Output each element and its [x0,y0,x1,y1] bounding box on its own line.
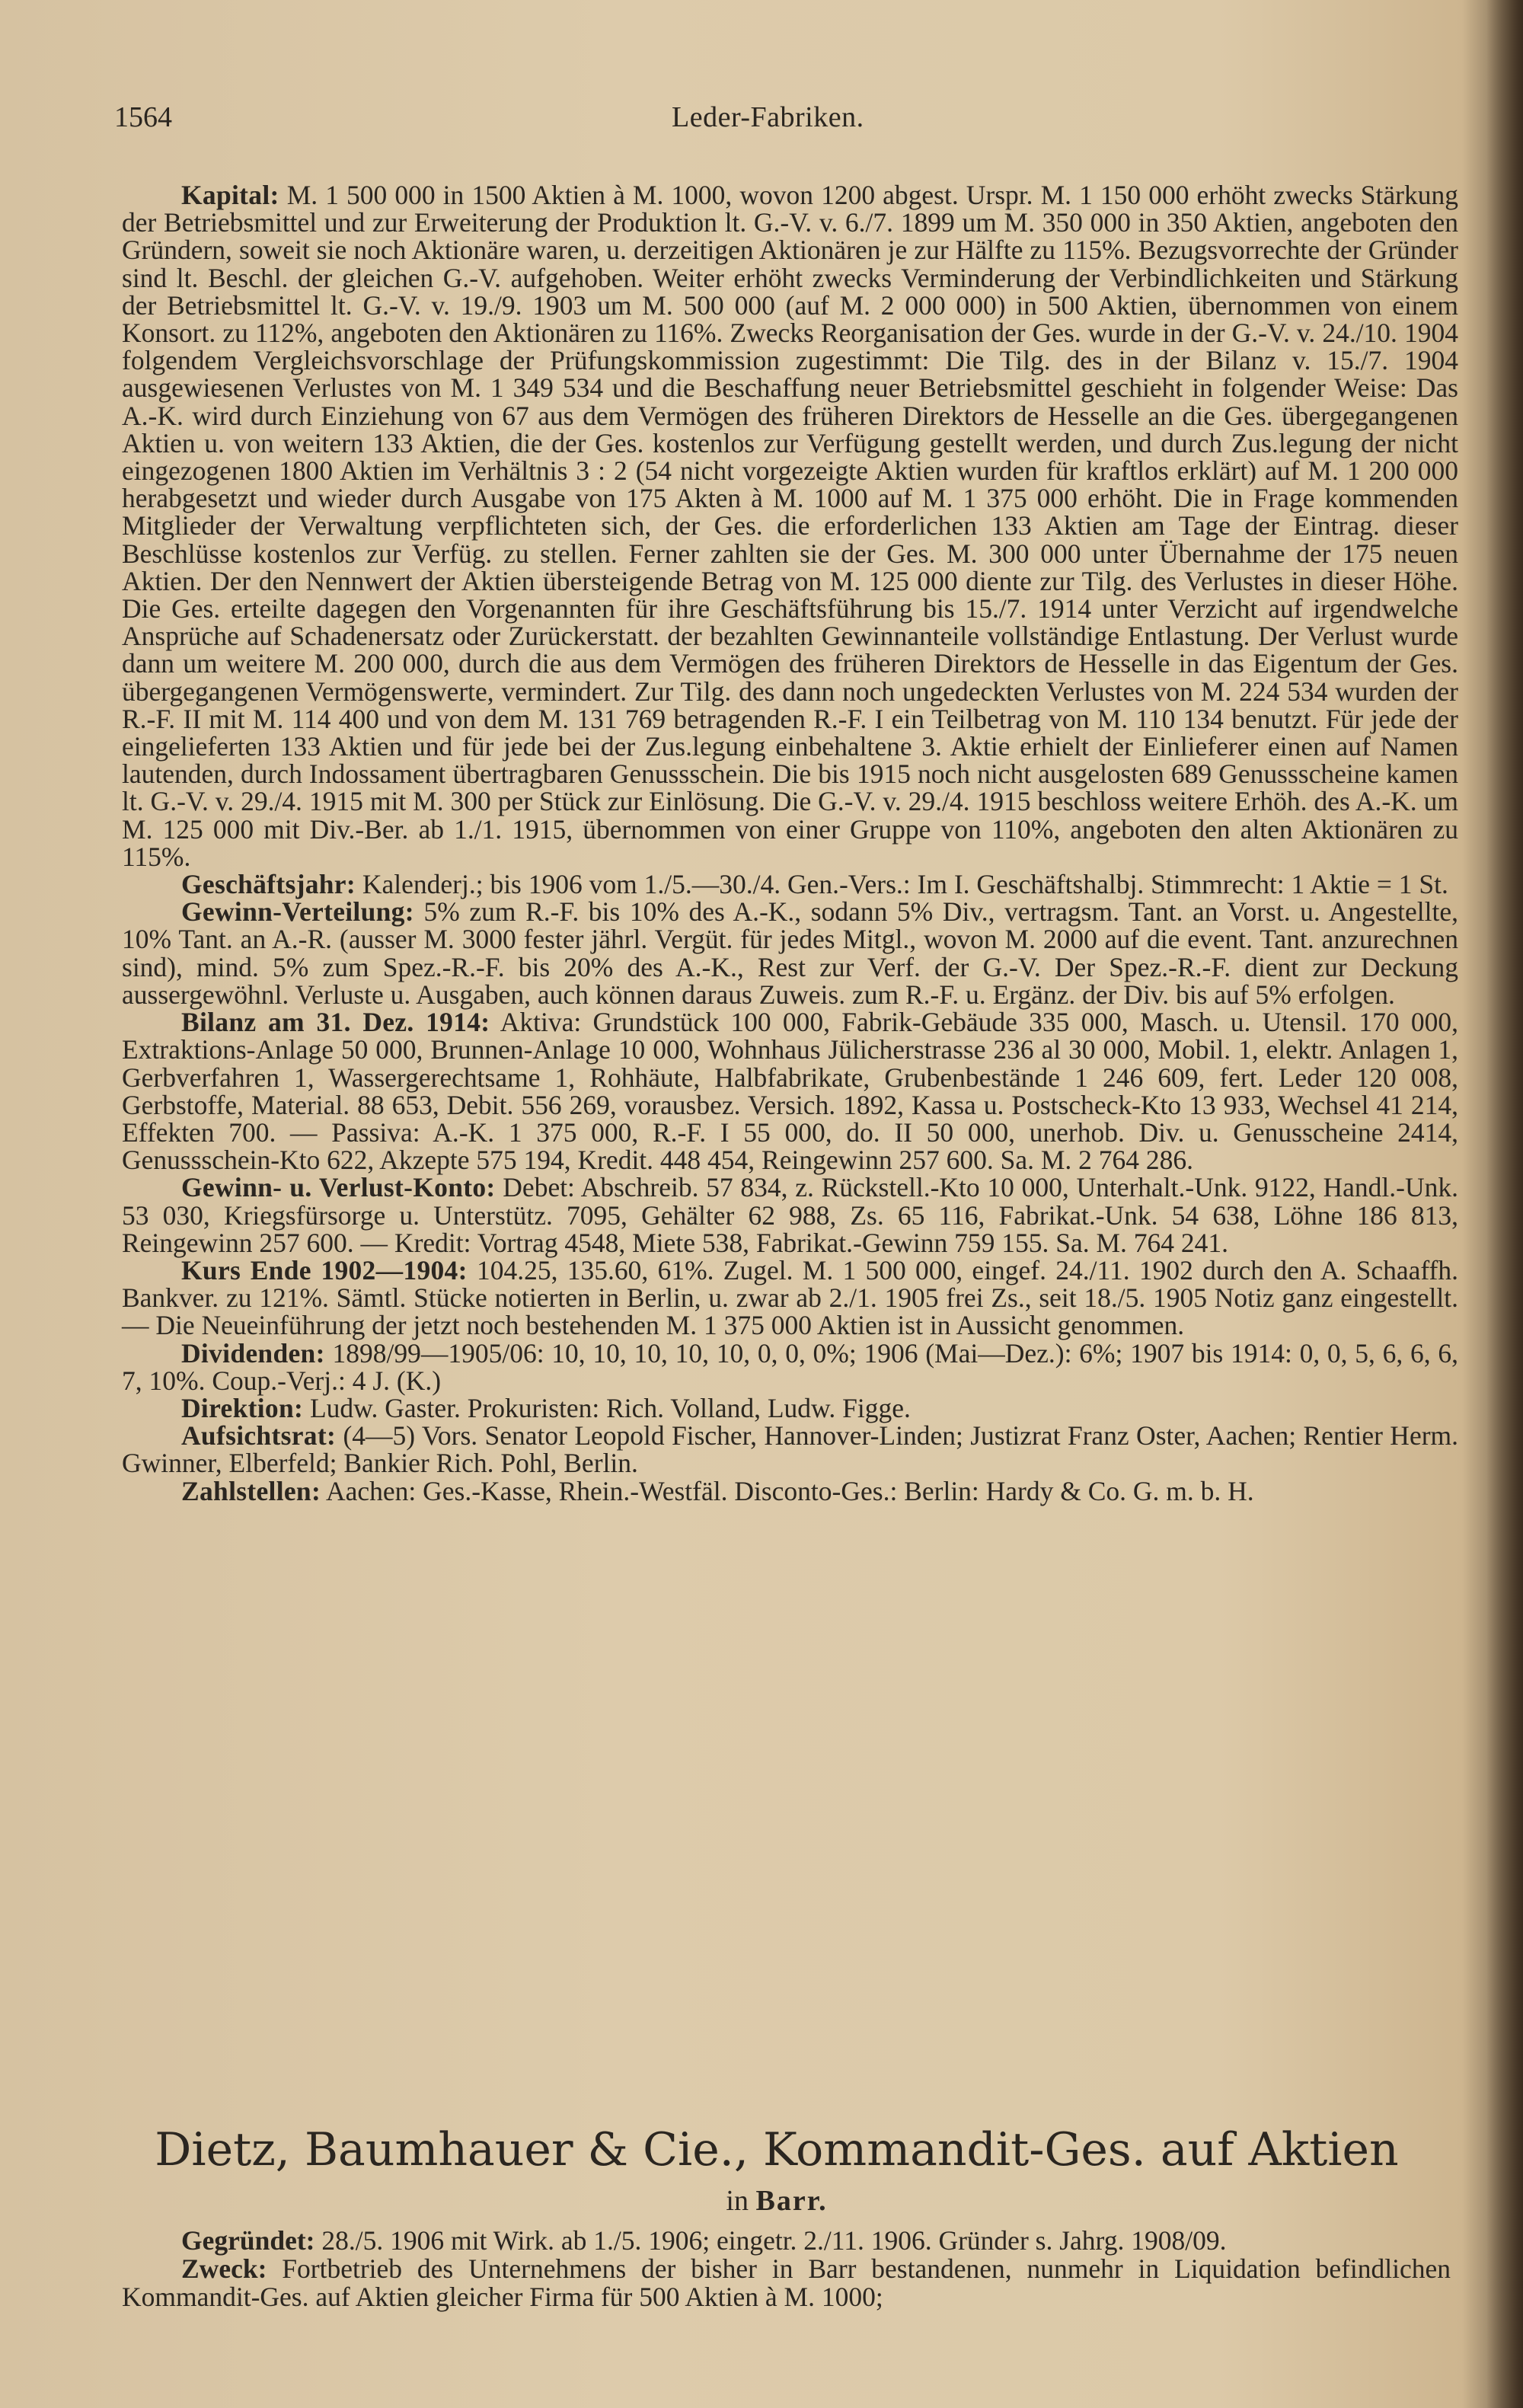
section-bilanz [122,1008,1458,1174]
section-heading: Bilanz am 31. Dez. 1914: [181,1007,490,1038]
section-heading: Kurs Ende 1902—1904: [181,1254,468,1285]
running-title: Leder-Fabriken. [672,101,864,133]
section-text: Aachen: Ges.-Kasse, Rhein.-Westfäl. Disconto-Ges.: Berlin: Hardy & Co. G. m. b. H. [326,1475,1254,1506]
section-kurs [122,1254,1459,1341]
section-heading: Dividenden: [181,1337,325,1368]
page-number: 1564 [114,101,172,133]
section-gewinn-verteilung [122,898,1458,1008]
section-heading: Gewinn- u. Verlust-Konto: [181,1172,496,1203]
section-gegruendet [122,2227,1451,2255]
section-gewinn-verlust [122,1174,1458,1257]
section-zweck [122,2255,1451,2311]
section-text: Kalenderj.; bis 1906 vom 1./5.—30./4. Gen.-Vers.: Im I. Geschäftshalbj. Stimmrecht: 1 Aktie = 1 St. [362,869,1448,900]
company-location [114,2184,1439,2218]
section-zahlstellen [122,1477,1458,1505]
section-heading: Zweck: [181,2253,267,2284]
section-heading: Kapital: [181,180,279,210]
location-prefix: in [726,2185,749,2217]
section-text: Aktiva: Grundstück 100 000, Fabrik-Gebäude 335 000, Masch. u. Utensil. 170 000, Extraktions-Anlage 50 000, Brunnen-Anlage 10 000, Wohnhaus Jülicherstrasse 236 al 30 000, Mobil. 1, elektr. Anlagen 1, Gerbverfahren 1, Wassergerechtsame 1, Rohhäute, Halbfabrikate, Grubenbestände 1 246 609, fert. Leder 120 008, Gerbstoffe, Material. 88 653, Debit. 556 269, vorausbez. Versich. 1892, Kassa u. Postscheck-Kto 13 933, Wechsel 41 214, Effekten 700. — Passiva: A.-K. 1 375 000, R.-F. I 55 000, do. II 50 000, unerhob. Div. u. Genusscheine 2414, Genussschein-Kto 622, Akzepte 575 194, Kredit. 448 454, Reingewinn 257 600. Sa. M. 2 764 286. [122,1007,1458,1176]
section-text: (4—5) Vors. Senator Leopold Fischer, Hannover-Linden; Justizrat Franz Oster, Aachen; Rentier Herm. Gwinner, Elberfeld; Bankier Rich. Pohl, Berlin. [122,1420,1459,1479]
section-dividenden [122,1337,1458,1396]
section-text: 28./5. 1906 mit Wirk. ab 1./5. 1906; eingetr. 2./11. 1906. Gründer s. Jahrg. 1908/09. [321,2225,1227,2256]
section-text: Ludw. Gaster. Prokuristen: Rich. Volland, Ludw. Figge. [310,1392,911,1423]
section-geschaeftsjahr [122,870,1458,898]
section-text: Fortbetrieb des Unternehmens der bisher in Barr bestandenen, nunmehr in Liquidation befindlichen Kommandit-Ges. auf Aktien gleicher Firma für 500 Aktien à M. 1000; [122,2253,1451,2312]
section-text: 5% zum R.-F. bis 10% des A.-K., sodann 5% Div., vertragsm. Tant. an Vorst. u. Angestellte, 10% Tant. an A.-R. (ausser M. 3000 fester jährl. Vergüt. für jedes Mitgl., wovon M. 2000 auf die event. Tant. anzurechnen sind), mind. 5% zum Spez.-R.-F. bis 20% des A.-K., Rest zur Verf. der G.-V. Der Spez.-R.-F. dient zur Deckung aussergewöhnl. Verluste u. Ausgaben, auch können daraus Zuweis. zum R.-F. u. Ergänz. der Div. bis auf 5% erfolgen. [122,896,1458,1010]
section-direktion [122,1394,1458,1422]
section-text: 1898/99—1905/06: 10, 10, 10, 10, 10, 0, 0, 0%; 1906 (Mai—Dez.): 6%; 1907 bis 1914: 0, 0, 5, 6, 6, 6, 7, 10%. Coup.-Verj.: 4 J. (K.) [122,1337,1458,1396]
section-heading: Gewinn-Verteilung: [181,896,414,928]
section-aufsichtsrat [122,1422,1458,1477]
section-kapital [122,181,1458,870]
company-title: Dietz, Baumhauer & Cie., Kommandit-Ges. auf Aktien [155,2123,1399,2176]
main-text [122,181,1458,1505]
section-text: M. 1 500 000 in 1500 Aktien à M. 1000, wovon 1200 abgest. Urspr. M. 1 150 000 erhöht zwecks Stärkung der Betriebsmittel und zur Erweiterung der Produktion lt. G.-V. v. 6./7. 1899 um M. 350 000 in 350 Aktien, angeboten den Gründern, soweit sie noch Aktionäre waren, u. derzeitigen Aktionären je zur Hälfte zu 115%. Bezugsvorrechte der Gründer sind lt. Beschl. der gleichen G.-V. aufgehoben. Weiter erhöht zwecks Verminderung der Verbindlichkeiten und Stärkung der Betriebsmittel lt. G.-V. v. 19./9. 1903 um M. 500 000 (auf M. 2 000 000) in 500 Aktien, übernommen von einem Konsort. zu 112%, angeboten den Aktionären zu 116%. Zwecks Reorganisation der Ges. wurde in der G.-V. v. 24./10. 1904 folgendem Vergleichsvorschlage der Prüfungskommission zugestimmt: Die Tilg. des in der Bilanz v. 15./7. 1904 ausgewiesenen Verlustes von M. 1 349 534 und die Beschaffung neuer Betriebsmittel geschieht in folgender Weise: Das A.-K. wird durch Einziehung von 67 aus dem Vermögen des früheren Direktors de Hesselle an die Ges. übergegangenen Aktien u. von weitern 133 Aktien, die der Ges. kostenlos zur Verfügung gestellt werden, und durch Zus.legung der nicht eingezogenen 1800 Aktien im Verhältnis 3 : 2 (54 nicht vorgezeigte Aktien wurden für kraftlos erklärt) auf M. 1 200 000 herabgesetzt und wieder durch Ausgabe von 175 Akten à M. 1000 auf M. 1 375 000 erhöht. Die in Frage kommenden Mitglieder der Verwaltung verpflichteten sich, der Ges. die erforderlichen 133 Aktien am Tage der Eintrag. dieser Beschlüsse kostenlos zur Verfüg. zu stellen. Ferner zahlten sie der Ges. M. 300 000 unter Übernahme der 175 neuen Aktien. Der den Nennwert der Aktien übersteigende Betrag von M. 125 000 diente zur Tilg. des Verlustes in dieser Höhe. Die Ges. erteilte dagegen den Vorgenannten für ihre Geschäftsführung bis 15./7. 1914 unter Verzicht auf irgendwelche Ansprüche auf Schadenersatz oder Zurückerstatt. der bezahlten Gewinnanteile vollständige Entlastung. Der Verlust wurde dann um weitere M. 200 000, durch die aus dem Vermögen des früheren Direktors de Hesselle in das Eigentum der Ges. übergegangenen Vermögenswerte, vermindert. Zur Tilg. des dann noch ungedeckten Verlustes von M. 224 534 wurden der R.-F. II mit M. 114 400 und von dem M. 131 769 betragenden R.-F. I ein Teilbetrag von M. 110 134 benutzt. Für jede der eingelieferten 133 Aktien und für jede bei der Zus.legung einbehaltene 3. Aktie erhielt der Einlieferer einen auf Namen lautenden, durch Indossament übertragbaren Genussschein. Die bis 1915 noch nicht ausgelosten 689 Genussscheine kamen lt. G.-V. v. 29./4. 1915 mit M. 300 per Stück zur Einlösung. Die G.-V. v. 29./4. 1915 beschloss weitere Erhöh. des A.-K. um M. 125 000 mit Div.-Ber. ab 1./1. 1915, übernommen von einer Gruppe von 110%, angeboten den alten Aktionären zu 115%. [122,180,1458,872]
section-heading: Zahlstellen: [181,1475,321,1506]
running-header [114,101,1439,146]
section-heading: Aufsichtsrat: [181,1420,337,1452]
section-heading: Geschäftsjahr: [181,869,356,900]
company-text [122,2227,1451,2311]
section-text: Debet: Abschreib. 57 834, z. Rückstell.-Kto 10 000, Unterhalt.-Unk. 9122, Handl.-Unk. 53 030, Kriegsfürsorge u. Unterstütz. 7095, Gehälter 62 988, Zs. 65 116, Fabrikat.-Unk. 54 638, Löhne 186 813, Reingewinn 257 600. — Kredit: Vortrag 4548, Miete 538, Fabrikat.-Gewinn 759 155. Sa. M. 764 241. [122,1172,1458,1258]
location-name: Barr. [755,2185,828,2217]
section-heading: Direktion: [181,1392,304,1423]
section-text: 104.25, 135.60, 61%. Zugel. M. 1 500 000, eingef. 24./11. 1902 durch den A. Schaaffh. Bankver. zu 121%. Sämtl. Stücke notierten in Berlin, u. zwar ab 2./1. 1905 frei Zs., seit 18./5. 1905 Notiz ganz eingestellt. — Die Neueinführung der jetzt noch bestehenden M. 1 375 000 Aktien ist in Aussicht genommen. [122,1254,1459,1341]
page-edge-shadow [1486,0,1523,2408]
section-heading: Gegründet: [181,2225,315,2256]
